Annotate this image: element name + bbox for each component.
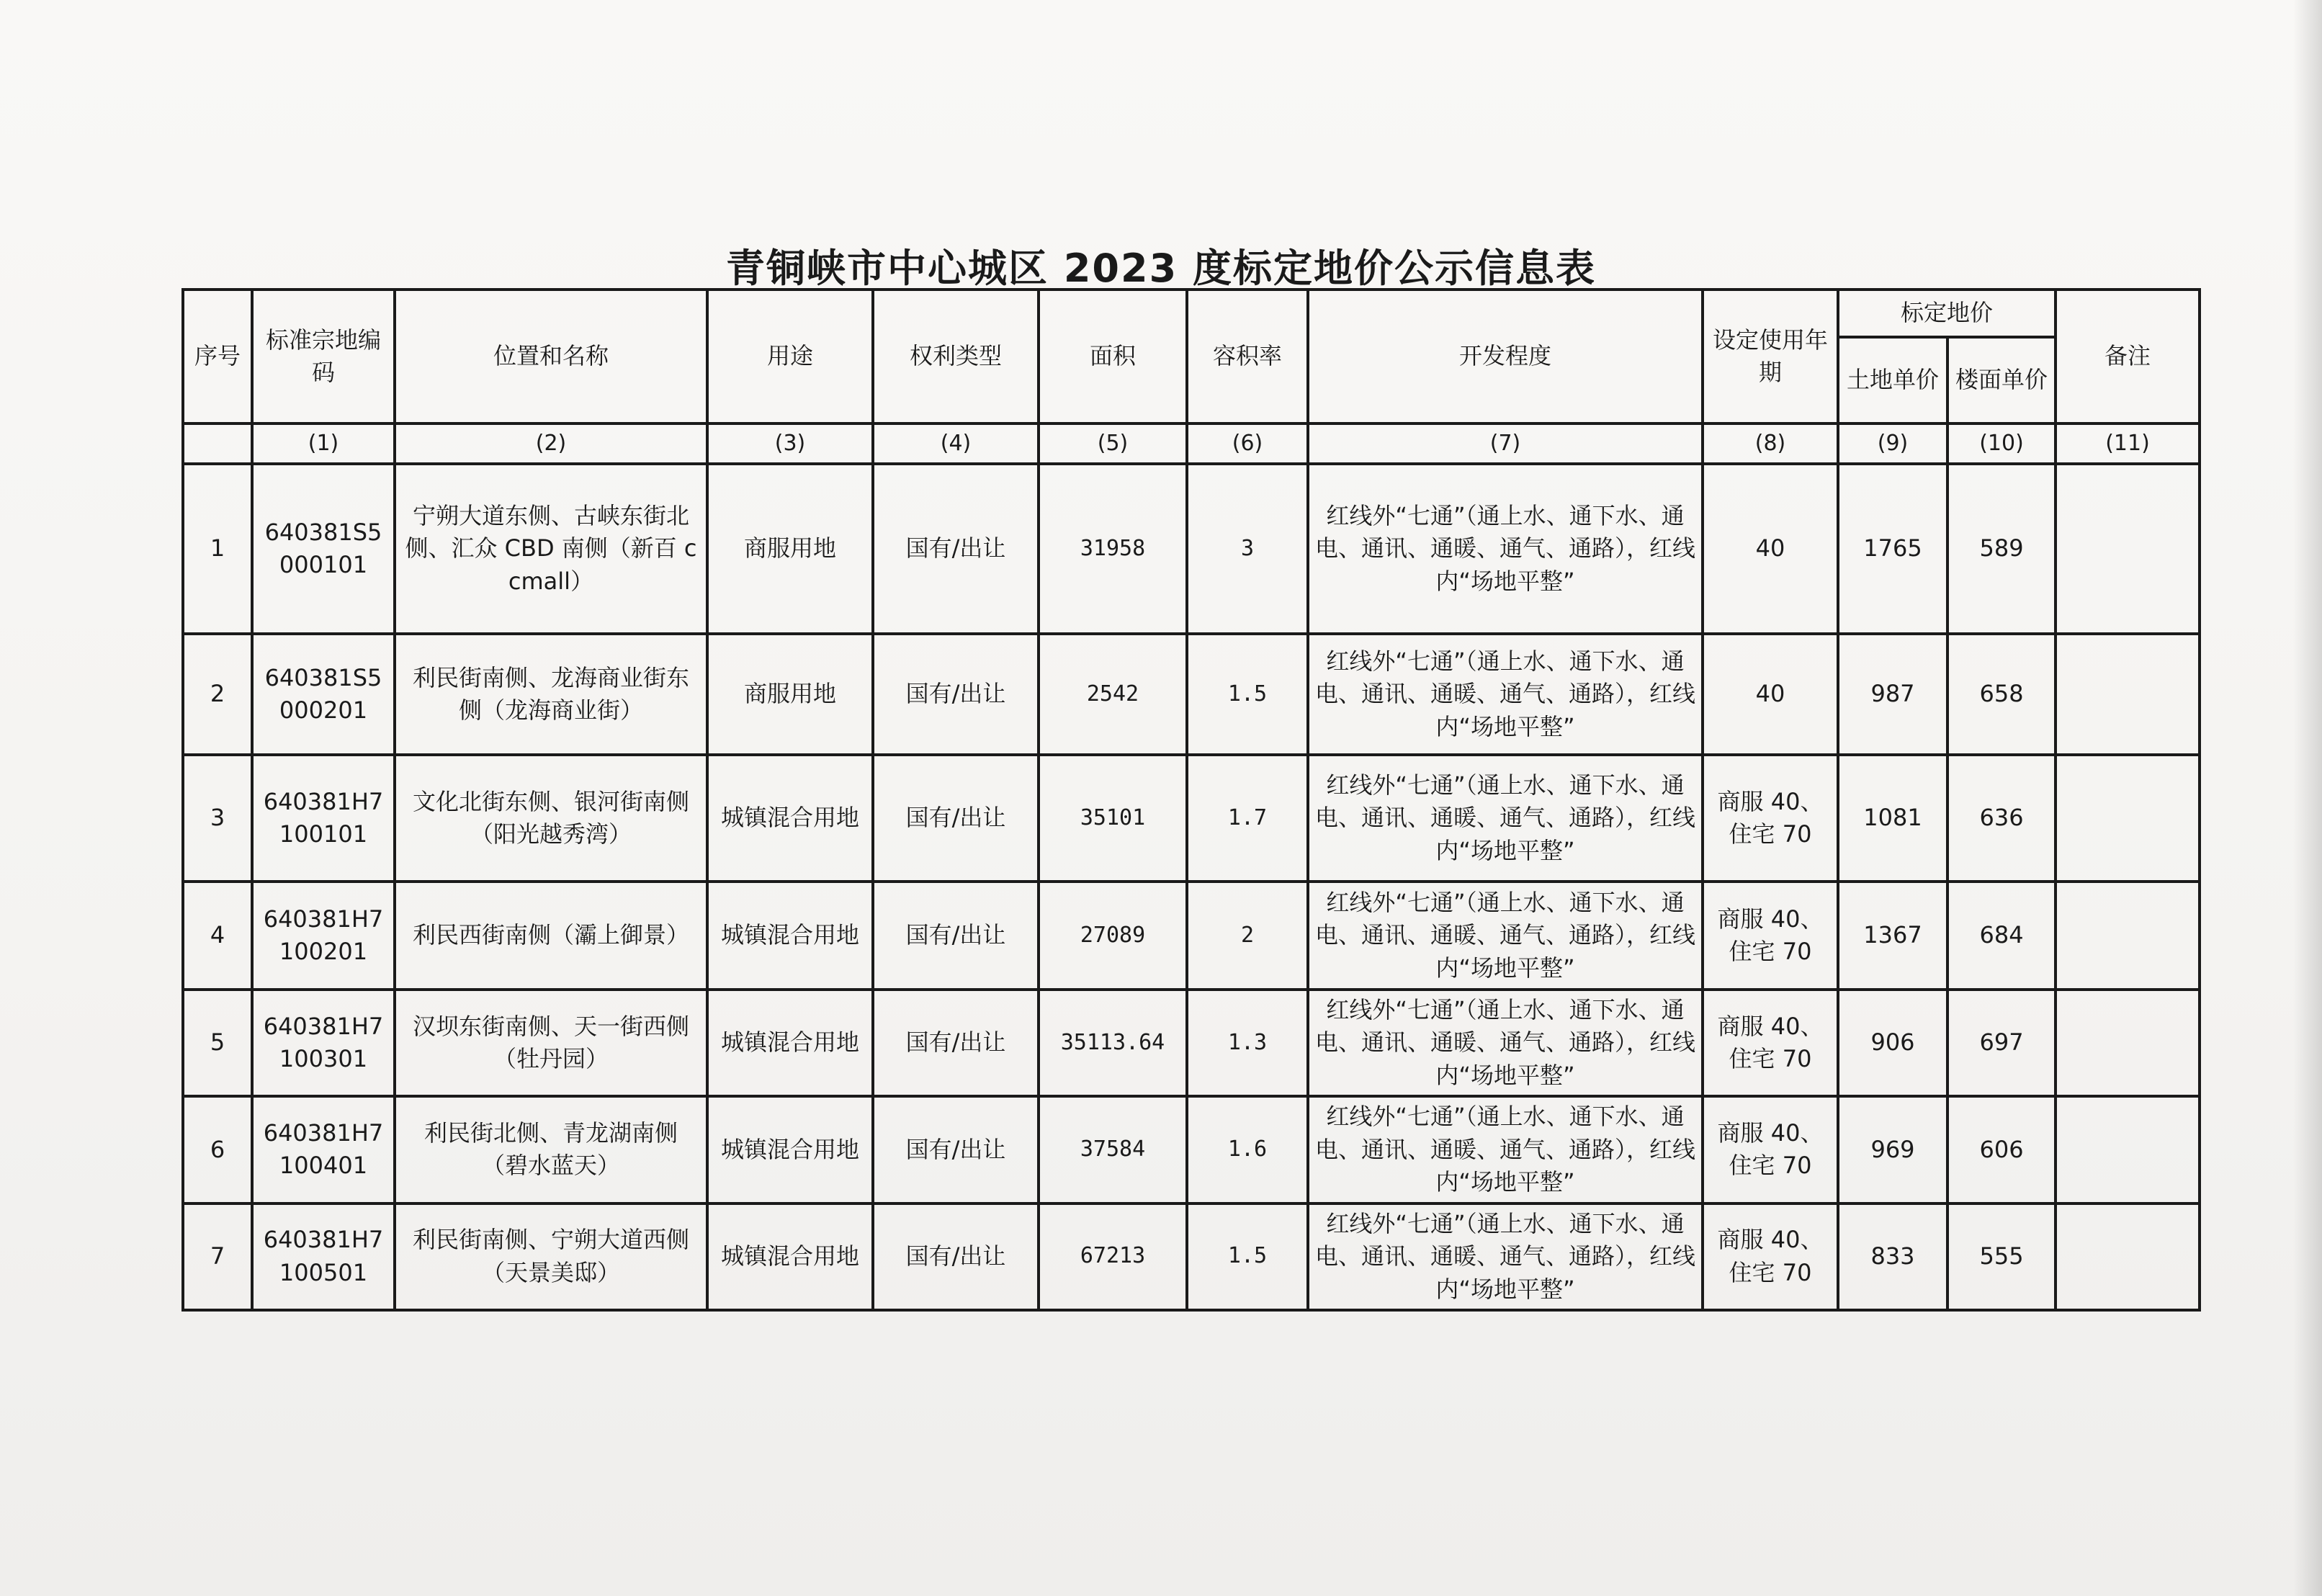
row-seq: 6 [183,1096,252,1203]
row-far: 1.5 [1187,634,1308,755]
column-number: (1) [252,423,395,464]
header-rights: 权利类型 [873,290,1039,423]
row-seq: 4 [183,882,252,990]
row-floor-price: 589 [1947,464,2056,634]
row-code: 640381H7100401 [252,1096,395,1203]
row-term: 商服 40、住宅 70 [1703,1096,1838,1203]
header-dev: 开发程度 [1308,290,1703,423]
header-far: 容积率 [1187,290,1308,423]
row-area: 67213 [1039,1203,1187,1310]
row-far: 3 [1187,464,1308,634]
row-area: 31958 [1039,464,1187,634]
column-number: (11) [2056,423,2200,464]
header-code: 标准宗地编码 [252,290,395,423]
table-row [183,755,2200,882]
row-location: 利民街南侧、龙海商业街东侧（龙海商业街） [395,634,707,755]
column-number-row [183,423,2200,464]
header-price-group: 标定地价 [1838,290,2056,337]
row-area: 35113.64 [1039,990,1187,1096]
row-location: 宁朔大道东侧、古峡东街北侧、汇众 CBD 南侧（新百 ccmall） [395,464,707,634]
row-floor-price: 684 [1947,882,2056,990]
column-number: (3) [707,423,873,464]
row-code: 640381H7100301 [252,990,395,1096]
table-row [183,1096,2200,1203]
row-far: 2 [1187,882,1308,990]
row-code: 640381H7100501 [252,1203,395,1310]
table-row [183,882,2200,990]
row-code: 640381H7100201 [252,882,395,990]
row-seq: 7 [183,1203,252,1310]
row-usage: 城镇混合用地 [707,1203,873,1310]
row-floor-price: 636 [1947,755,2056,882]
row-area: 2542 [1039,634,1187,755]
header-area: 面积 [1039,290,1187,423]
row-far: 1.7 [1187,755,1308,882]
row-usage: 城镇混合用地 [707,882,873,990]
row-location: 利民西街南侧（灞上御景） [395,882,707,990]
row-term: 40 [1703,634,1838,755]
row-area: 35101 [1039,755,1187,882]
row-term: 40 [1703,464,1838,634]
row-development: 红线外“七通”（通上水、通下水、通电、通讯、通暖、通气、通路），红线内“场地平整” [1308,990,1703,1096]
header-location: 位置和名称 [395,290,707,423]
row-usage: 城镇混合用地 [707,1096,873,1203]
column-number: (9) [1838,423,1947,464]
row-development: 红线外“七通”（通上水、通下水、通电、通讯、通暖、通气、通路），红线内“场地平整” [1308,882,1703,990]
header-row-top [183,290,2200,337]
table-row [183,634,2200,755]
header-floor-price: 楼面单价 [1947,337,2056,423]
row-development: 红线外“七通”（通上水、通下水、通电、通讯、通暖、通气、通路），红线内“场地平整” [1308,1096,1703,1203]
row-code: 640381H7100101 [252,755,395,882]
row-rights: 国有/出让 [873,634,1039,755]
column-number: (4) [873,423,1039,464]
row-land-price: 987 [1838,634,1947,755]
row-development: 红线外“七通”（通上水、通下水、通电、通讯、通暖、通气、通路），红线内“场地平整” [1308,634,1703,755]
table-row [183,1203,2200,1310]
column-number: (6) [1187,423,1308,464]
row-rights: 国有/出让 [873,755,1039,882]
row-development: 红线外“七通”（通上水、通下水、通电、通讯、通暖、通气、通路），红线内“场地平整” [1308,464,1703,634]
row-location: 利民街南侧、宁朔大道西侧（天景美邸） [395,1203,707,1310]
row-floor-price: 697 [1947,990,2056,1096]
row-usage: 城镇混合用地 [707,990,873,1096]
row-term: 商服 40、住宅 70 [1703,755,1838,882]
row-usage: 商服用地 [707,464,873,634]
row-land-price: 833 [1838,1203,1947,1310]
header-seq: 序号 [183,290,252,423]
row-location: 利民街北侧、青龙湖南侧（碧水蓝天） [395,1096,707,1203]
row-far: 1.5 [1187,1203,1308,1310]
row-rights: 国有/出让 [873,464,1039,634]
column-number-blank [183,423,252,464]
row-rights: 国有/出让 [873,1203,1039,1310]
row-floor-price: 606 [1947,1096,2056,1203]
column-number: (10) [1947,423,2056,464]
column-number: (7) [1308,423,1703,464]
row-far: 1.6 [1187,1096,1308,1203]
row-term: 商服 40、住宅 70 [1703,990,1838,1096]
table-row [183,464,2200,634]
row-land-price: 969 [1838,1096,1947,1203]
row-land-price: 906 [1838,990,1947,1096]
land-price-table [181,288,2201,1312]
header-remark: 备注 [2056,290,2200,423]
header-usage: 用途 [707,290,873,423]
row-location: 汉坝东街南侧、天一街西侧（牡丹园） [395,990,707,1096]
row-remark [2056,634,2200,755]
table-row [183,990,2200,1096]
row-rights: 国有/出让 [873,990,1039,1096]
row-code: 640381S5000101 [252,464,395,634]
row-floor-price: 555 [1947,1203,2056,1310]
row-land-price: 1367 [1838,882,1947,990]
row-remark [2056,990,2200,1096]
row-usage: 商服用地 [707,634,873,755]
row-remark [2056,1096,2200,1203]
row-location: 文化北街东侧、银河街南侧（阳光越秀湾） [395,755,707,882]
row-land-price: 1765 [1838,464,1947,634]
row-rights: 国有/出让 [873,882,1039,990]
row-area: 27089 [1039,882,1187,990]
column-number: (5) [1039,423,1187,464]
row-far: 1.3 [1187,990,1308,1096]
row-land-price: 1081 [1838,755,1947,882]
row-seq: 1 [183,464,252,634]
row-seq: 5 [183,990,252,1096]
row-remark [2056,464,2200,634]
row-rights: 国有/出让 [873,1096,1039,1203]
column-number: (2) [395,423,707,464]
row-remark [2056,1203,2200,1310]
row-development: 红线外“七通”（通上水、通下水、通电、通讯、通暖、通气、通路），红线内“场地平整” [1308,1203,1703,1310]
row-development: 红线外“七通”（通上水、通下水、通电、通讯、通暖、通气、通路），红线内“场地平整” [1308,755,1703,882]
header-land-price: 土地单价 [1838,337,1947,423]
row-code: 640381S5000201 [252,634,395,755]
row-area: 37584 [1039,1096,1187,1203]
row-seq: 2 [183,634,252,755]
row-term: 商服 40、住宅 70 [1703,882,1838,990]
table-body [183,464,2200,1310]
document-title: 青铜峡市中心城区 2023 度标定地价公示信息表 [726,246,1596,291]
row-term: 商服 40、住宅 70 [1703,1203,1838,1310]
row-seq: 3 [183,755,252,882]
row-floor-price: 658 [1947,634,2056,755]
column-number: (8) [1703,423,1838,464]
row-remark [2056,882,2200,990]
row-remark [2056,755,2200,882]
header-term: 设定使用年期 [1703,290,1838,423]
row-usage: 城镇混合用地 [707,755,873,882]
